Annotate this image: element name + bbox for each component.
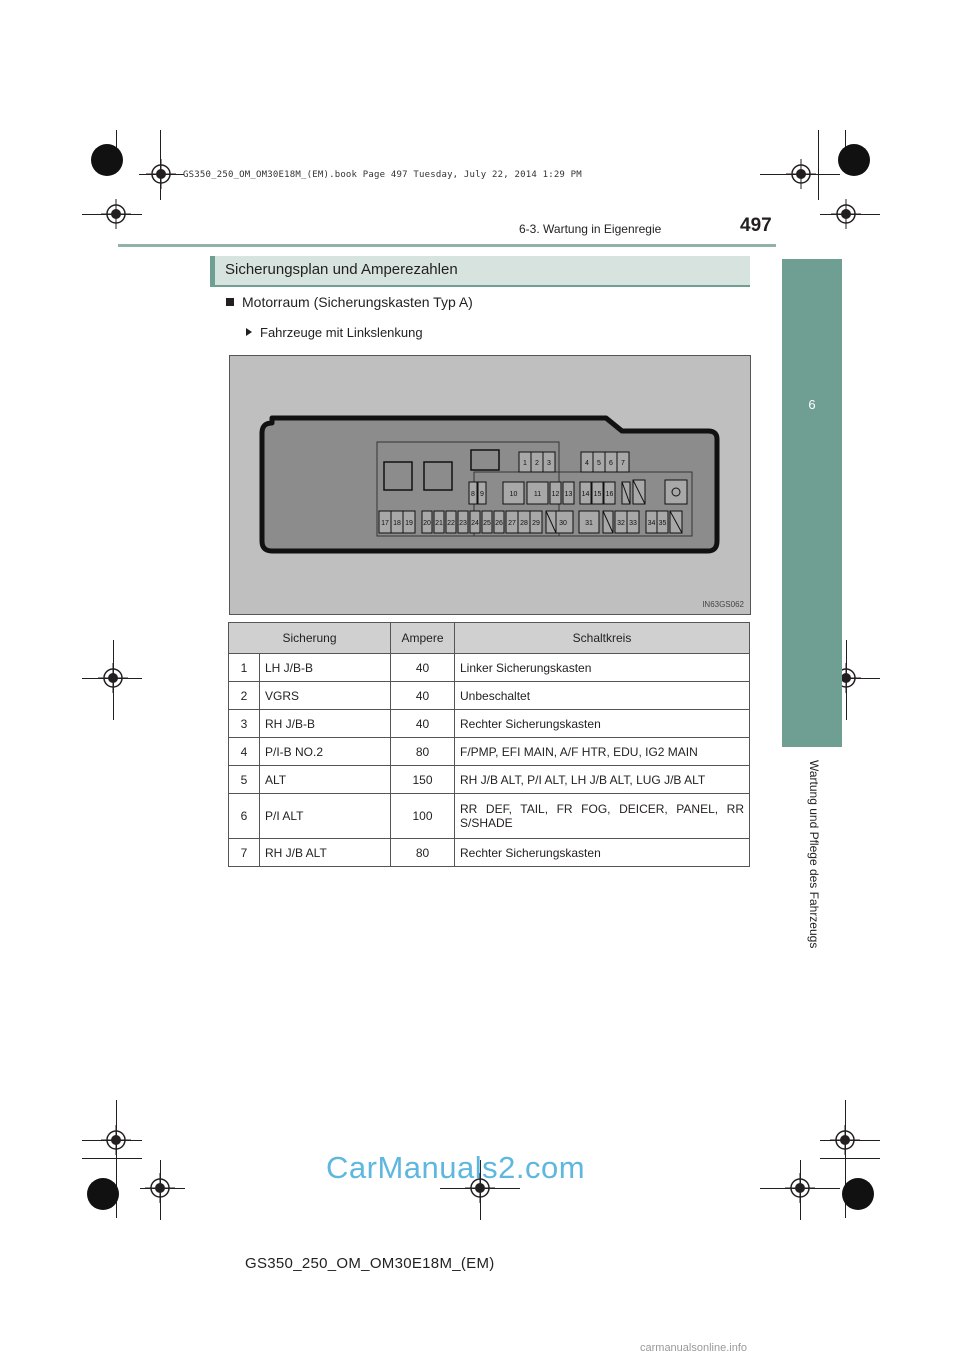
table-row [229, 682, 750, 710]
fuse-box-figure [229, 355, 751, 615]
fuse-24 [470, 511, 480, 533]
fuse-27 [506, 511, 518, 533]
subheading-text: Motorraum (Sicherungskasten Typ A) [242, 294, 473, 310]
print-target-icon [838, 144, 870, 176]
fuse-7 [617, 452, 629, 472]
registration-mark-icon [145, 1173, 175, 1203]
registration-mark-icon [785, 1173, 815, 1203]
fuse-label: 27 [508, 520, 516, 527]
fuse-label: 11 [533, 491, 542, 498]
fuse-17 [379, 511, 391, 533]
fuse-label: 35 [658, 520, 667, 527]
fuse-label: 19 [405, 520, 413, 527]
fuse-5 [593, 452, 605, 472]
fuse-33 [627, 511, 639, 533]
table-row [229, 766, 750, 794]
fuse-label: 31 [585, 520, 593, 527]
fuse-14 [580, 482, 591, 504]
fuse-10 [503, 482, 524, 504]
fuse-32 [615, 511, 627, 533]
fuse-21 [434, 511, 444, 533]
table-row [229, 654, 750, 682]
relay [471, 450, 499, 470]
fuse-label: 12 [551, 491, 560, 498]
fuse-4 [581, 452, 593, 472]
fuse-circuit: Linker Sicherungskasten [455, 654, 750, 682]
fuse-name: ALT [260, 766, 391, 794]
fuse-3 [543, 452, 555, 472]
fuse-22 [446, 511, 456, 533]
triangle-bullet-icon [246, 328, 252, 336]
fuse-label: 16 [605, 491, 614, 498]
fuse-label: 3 [547, 460, 551, 467]
table-row [229, 839, 750, 867]
running-head: 6-3. Wartung in Eigenregie [519, 222, 662, 236]
fuse-2 [531, 452, 543, 472]
watermark-carmanuals2: CarManuals2.com [326, 1150, 586, 1185]
header-ampere: Ampere [391, 623, 455, 654]
fuse-label: 7 [621, 460, 625, 467]
fuse-amperage: 40 [391, 710, 455, 738]
fuse-label: 28 [520, 520, 528, 527]
fuse-name: RH J/B ALT [260, 839, 391, 867]
fuse-amperage: 150 [391, 766, 455, 794]
footer-code: GS350_250_OM_OM30E18M_(EM) [245, 1255, 495, 1272]
table-header-row [229, 623, 750, 654]
fuse-label: 17 [381, 520, 389, 527]
fuse-label: 6 [609, 460, 613, 467]
fuse-label: 33 [629, 520, 637, 527]
registration-mark-icon [98, 663, 128, 693]
fuse-label: 1 [523, 460, 527, 467]
watermark-carmanualsonline: carmanualsonline.info [640, 1342, 748, 1354]
table-row [229, 738, 750, 766]
fuse-9 [478, 482, 486, 504]
fuse-label: 8 [471, 491, 475, 498]
fuse-label: 25 [483, 520, 491, 527]
fuse-label: 21 [435, 520, 443, 527]
fuse-label: 5 [597, 460, 601, 467]
fuse-name: P/I-B NO.2 [260, 738, 391, 766]
table-row [229, 710, 750, 738]
fuse-label: 24 [471, 520, 479, 527]
fuse-label: 34 [647, 520, 656, 527]
fuse-label: 18 [393, 520, 401, 527]
fuse-amperage: 40 [391, 654, 455, 682]
fuse-12 [550, 482, 561, 504]
fuse-label: 29 [532, 520, 540, 527]
fuse-name: P/I ALT [260, 794, 391, 839]
header-schaltkreis: Schaltkreis [455, 623, 750, 654]
fuse-circuit: RH J/B ALT, P/I ALT, LH J/B ALT, LUG J/B ALT [455, 766, 750, 794]
fuse-amperage: 80 [391, 738, 455, 766]
fuse-13 [563, 482, 574, 504]
chapter-title: Wartung und Pflege des Fahrzeugs [807, 760, 821, 949]
fuse-label: 2 [535, 460, 539, 467]
fuse-31 [579, 511, 599, 533]
fuse-label: 15 [593, 491, 602, 498]
registration-mark-icon [146, 159, 176, 189]
fuse-label: 23 [459, 520, 467, 527]
fuse-name: VGRS [260, 682, 391, 710]
fuse-circuit: Unbeschaltet [455, 682, 750, 710]
registration-mark-icon [786, 159, 816, 189]
fuse-label: 26 [495, 520, 503, 527]
fuse-18 [391, 511, 403, 533]
fuse-20 [422, 511, 432, 533]
fuse-name: LH J/B-B [260, 654, 391, 682]
book-info: GS350_250_OM_OM30E18M_(EM).book Page 497 Tuesday, July 22, 2014 1:29 PM [183, 170, 582, 180]
fuse-23 [458, 511, 468, 533]
print-target-icon [91, 144, 123, 176]
fuse-slot [665, 480, 687, 504]
fuse-35 [657, 511, 668, 533]
section-title-bar [210, 256, 750, 287]
fuse-table [228, 622, 750, 867]
fuse-label: 4 [585, 460, 589, 467]
chapter-tab [782, 259, 842, 747]
fuse-34 [646, 511, 657, 533]
section-title: Sicherungsplan und Amperezahlen [225, 261, 458, 278]
table-row [229, 794, 750, 839]
chapter-number: 6 [808, 397, 816, 412]
fuse-number: 7 [229, 839, 260, 867]
square-bullet-icon [226, 298, 234, 306]
fuse-name: RH J/B-B [260, 710, 391, 738]
fuse-label: 13 [564, 491, 573, 498]
fuse-19 [403, 511, 415, 533]
fuse-28 [518, 511, 530, 533]
fuse-number: 6 [229, 794, 260, 839]
relay [384, 462, 412, 490]
fuse-circuit: RR DEF, TAIL, FR FOG, DEICER, PANEL, RR S/SHADE [455, 794, 750, 839]
bullet-text: Fahrzeuge mit Linkslenkung [260, 325, 423, 340]
fuse-16 [604, 482, 615, 504]
fuse-15 [592, 482, 603, 504]
chapter-title-vertical [807, 760, 821, 960]
fuse-label: 32 [617, 520, 625, 527]
fuse-6 [605, 452, 617, 472]
fuse-number: 4 [229, 738, 260, 766]
fuse-circuit: Rechter Sicherungskasten [455, 839, 750, 867]
relay [424, 462, 452, 490]
fuse-25 [482, 511, 492, 533]
fuse-amperage: 100 [391, 794, 455, 839]
fuse-number: 5 [229, 766, 260, 794]
fuse-number: 1 [229, 654, 260, 682]
print-target-icon [842, 1178, 874, 1210]
print-target-icon [87, 1178, 119, 1210]
registration-mark-icon [101, 1125, 131, 1155]
fuse-11 [527, 482, 548, 504]
fuse-29 [530, 511, 542, 533]
fuse-26 [494, 511, 504, 533]
fuse-1 [519, 452, 531, 472]
header-rule [118, 244, 776, 247]
fuse-label: 10 [509, 491, 518, 498]
bullet-line [246, 325, 423, 340]
subheading [226, 294, 473, 310]
fuse-number: 3 [229, 710, 260, 738]
fuse-number: 2 [229, 682, 260, 710]
registration-mark-icon [830, 1125, 860, 1155]
fuse-label: 20 [423, 520, 431, 527]
fuse-circuit: F/PMP, EFI MAIN, A/F HTR, EDU, IG2 MAIN [455, 738, 750, 766]
registration-mark-icon [831, 199, 861, 229]
page-number: 497 [740, 215, 772, 236]
fuse-box-diagram [230, 356, 750, 614]
fuse-label: 30 [559, 520, 567, 527]
header-sicherung: Sicherung [229, 623, 391, 654]
figure-code: IN63GS062 [702, 600, 744, 609]
fuse-circuit: Rechter Sicherungskasten [455, 710, 750, 738]
fuse-label: 14 [581, 491, 590, 498]
fuse-8 [469, 482, 477, 504]
registration-mark-icon [101, 199, 131, 229]
fuse-amperage: 80 [391, 839, 455, 867]
fuse-label: 9 [480, 491, 484, 498]
fuse-amperage: 40 [391, 682, 455, 710]
fuse-label: 22 [447, 520, 455, 527]
